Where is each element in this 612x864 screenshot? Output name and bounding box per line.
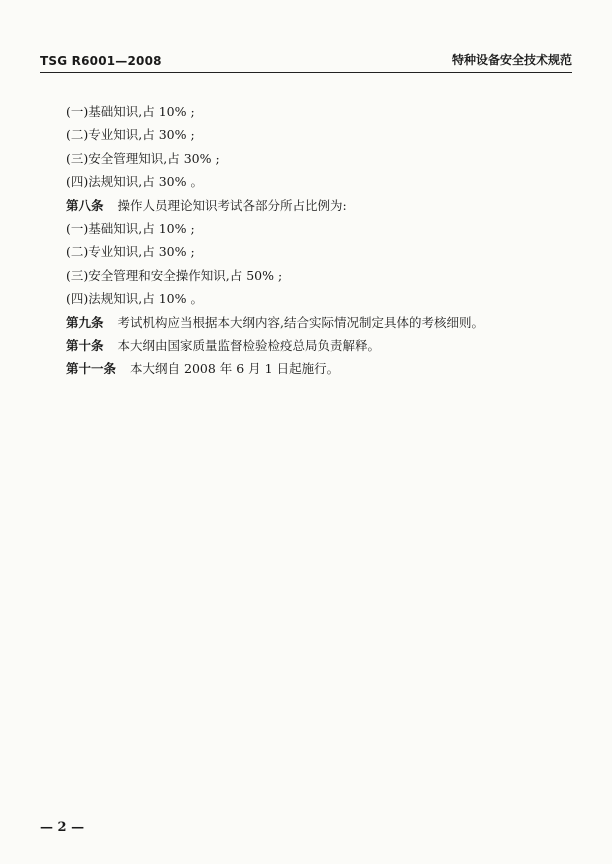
list-item: (四)法规知识,占 30% 。 [66,174,203,190]
article-heading: 第九条 [66,314,104,330]
list-item: (二)专业知识,占 30% ; [66,244,195,260]
article-heading: 第十一条 [66,361,117,377]
article-9 [66,311,576,334]
page-number: — 2 — [40,820,85,835]
article-text: 本大纲自 2008 年 6 月 1 日起施行。 [130,361,340,377]
article-11 [66,357,576,380]
article-text: 操作人员理论知识考试各部分所占比例为: [117,197,347,213]
list-item: (三)安全管理知识,占 30% ; [66,150,220,166]
article-heading: 第十条 [66,338,104,354]
article-10 [66,334,576,357]
page-header [40,50,572,73]
list-item: (四)法规知识,占 10% 。 [66,291,203,307]
list-item: (一)基础知识,占 10% ; [66,221,195,237]
list-item: (三)安全管理和安全操作知识,占 50% ; [66,267,283,283]
article-8 [66,194,576,217]
series-title: 特种设备安全技术规范 [451,53,572,67]
article-text: 本大纲由国家质量监督检验检疫总局负责解释。 [117,338,381,354]
page-body [66,100,576,381]
list-item: (一)基础知识,占 10% ; [66,104,195,119]
article-heading: 第八条 [66,197,104,213]
standard-code: TSG R6001—2008 [40,54,162,68]
list-item: (二)专业知识,占 30% ; [66,127,195,143]
article-text: 考试机构应当根据本大纲内容,结合实际情况制定具体的考核细则。 [117,314,484,330]
